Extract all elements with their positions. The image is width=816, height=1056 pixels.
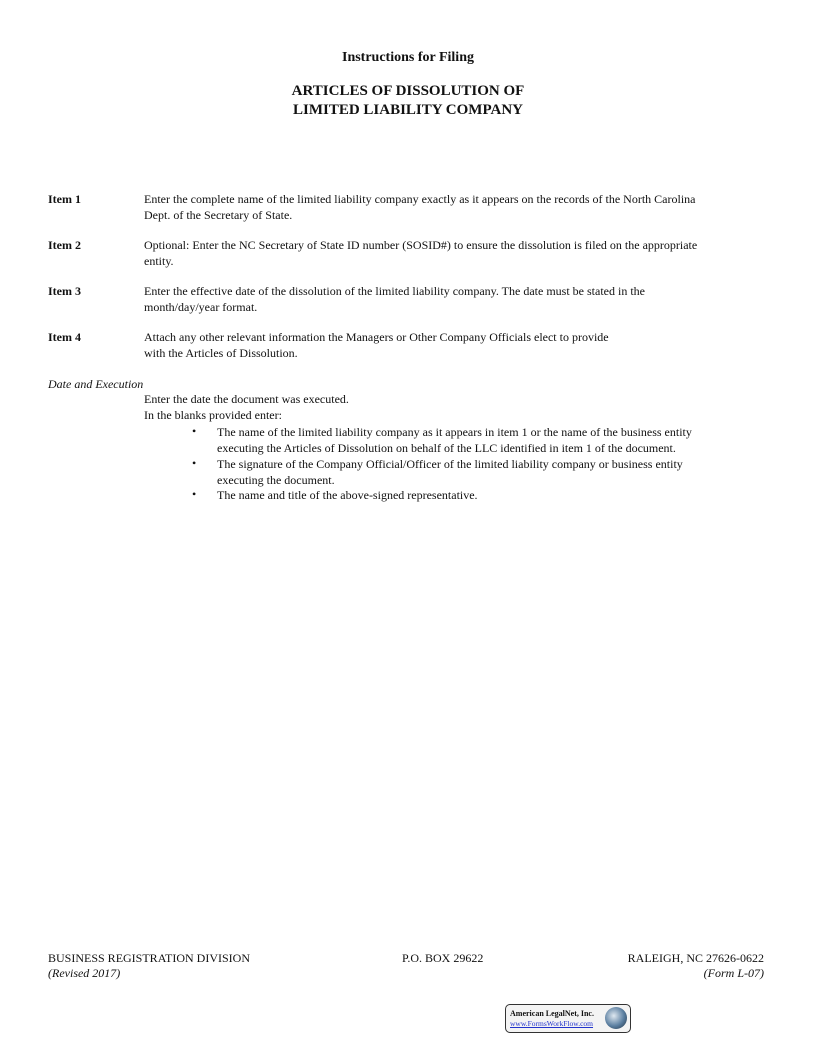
bullet-line: The name of the limited liability company as it appears in item 1 or the name of the business entity: [217, 425, 692, 439]
item-text: [144, 330, 774, 361]
bullet-line: executing the Articles of Dissolution on behalf of the LLC identified in item 1 of the document.: [217, 441, 676, 455]
item-text-line: month/day/year format.: [144, 299, 258, 314]
text-line: In the blanks provided enter:: [144, 407, 282, 422]
bullet-line: The signature of the Company Official/Officer of the limited liability company or business entity: [217, 457, 683, 471]
item-label: Item 2: [48, 238, 81, 252]
item-text-line: Attach any other relevant information the Managers or Other Company Officials elect to provide: [144, 330, 609, 344]
text-line: Enter the date the document was executed.: [144, 392, 349, 406]
item-text: [144, 238, 774, 269]
date-execution-label: Date and Execution: [48, 377, 144, 391]
item-text-line: Enter the complete name of the limited liability company exactly as it appears on the records of the North Carolina: [144, 192, 696, 206]
american-legalnet-logo[interactable]: [505, 1004, 631, 1033]
item-label: Item 4: [48, 330, 81, 344]
bullet-item: [217, 456, 683, 488]
item-label: Item 1: [48, 192, 81, 206]
footer-po-box: P.O. BOX 29622: [402, 951, 484, 965]
footer-form-number: (Form L-07): [703, 966, 764, 980]
item-text-line: with the Articles of Dissolution.: [144, 345, 298, 360]
footer-division: BUSINESS REGISTRATION DIVISION: [48, 951, 251, 965]
date-execution-text: [144, 392, 774, 423]
bullet-icon: •: [192, 424, 197, 438]
item-text-line: Dept. of the Secretary of State.: [144, 207, 293, 222]
item-label: Item 3: [48, 284, 81, 298]
bullet-icon: •: [192, 456, 197, 470]
item-text: [144, 284, 774, 315]
heading-line-1: ARTICLES OF DISSOLUTION OF: [291, 83, 525, 99]
globe-icon: [605, 1007, 627, 1029]
logo-name: American LegalNet, Inc.: [510, 1009, 594, 1018]
item-text: [144, 192, 774, 223]
bullet-line: executing the document.: [217, 473, 335, 487]
logo-url-link[interactable]: www.FormsWorkFlow.com: [510, 1019, 594, 1028]
item-text-line: Optional: Enter the NC Secretary of State ID number (SOSID#) to ensure the dissolution is filed on the appropriate: [144, 238, 698, 252]
document-heading: [0, 82, 816, 120]
item-text-line: entity.: [144, 253, 174, 268]
instructions-title: Instructions for Filing: [342, 50, 474, 65]
bullet-line: The name and title of the above-signed representative.: [217, 488, 478, 502]
item-text-line: Enter the effective date of the dissolution of the limited liability company. The date must be stated in the: [144, 284, 645, 298]
bullet-item: [217, 487, 478, 503]
bullet-item: [217, 424, 692, 456]
heading-line-2: LIMITED LIABILITY COMPANY: [292, 102, 524, 118]
footer-city: RALEIGH, NC 27626-0622: [627, 951, 764, 965]
footer-revised: (Revised 2017): [48, 966, 121, 980]
bullet-icon: •: [192, 487, 197, 501]
